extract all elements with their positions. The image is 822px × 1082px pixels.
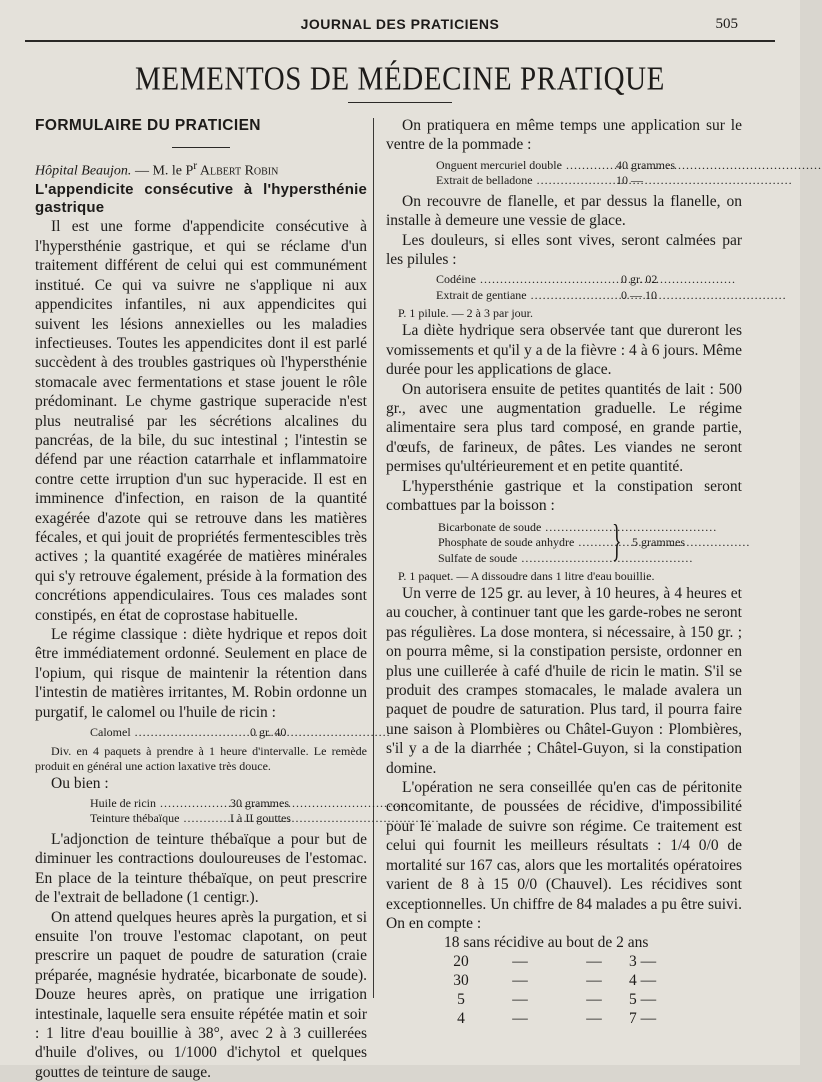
prescription-dose: 5 grammes — [632, 534, 685, 549]
prescription-item: Extrait de gentiane ..... — [436, 288, 621, 304]
article-title: L'appendicite consécutive à l'hypersthénie gastrique — [35, 181, 367, 217]
paragraph: Un verre de 125 gr. au lever, à 10 heures, à 4 heures et au coucher, à continuer tant que les garde-robes ne seront pas régulières. La dose montera, si nécessaire, à 150 gr. ; on pourra même, si la constipation persiste, ordonner en plus une cuillerée à café d'huile de ricin le matin. S'il se produit des crampes stomacales, le malade avalera un paquet de poudre de saturation. Plus tard, il pourra faire une saison à Plombières ou Châtel-Guyon : Plombières, s'il y a de la diarrhée ; Châtel-Guyon, si la constipation domine. — [386, 585, 742, 777]
prescription-item: Extrait de belladone ..... — [436, 173, 616, 189]
prescription-pilules — [386, 272, 742, 303]
journal-title: JOURNAL DES PRATICIENS — [300, 16, 500, 32]
prescription-note: Div. en 4 paquets à prendre à 1 heure d'intervalle. Le remède produit en général une action laxative très douce. — [35, 743, 367, 773]
rubric-heading: FORMULAIRE DU PRATICIEN — [35, 117, 261, 134]
prescription-dose: 0 — 10 — [621, 287, 657, 302]
prescription-dose: I à II gouttes — [230, 811, 291, 826]
recidive-row — [441, 1009, 742, 1028]
prescription-calomel — [35, 725, 367, 741]
ditto-mark: — — [586, 1010, 602, 1028]
recidive-row — [441, 952, 742, 971]
prescription-item: Phosphate de soude anhydre ..... — [438, 535, 608, 551]
brace-icon: } — [612, 515, 622, 565]
title-rule — [348, 102, 452, 103]
recidive-count: 20 — [453, 953, 469, 971]
prescription-item: Teinture thébaïque ..... — [90, 811, 230, 827]
prescription-line — [386, 288, 742, 304]
paragraph: On autorisera ensuite de petites quantités de lait : 500 gr., avec une augmentation graduelle. Le régime alimentaire sera plus tard composé, en grande partie, d'œufs, de farineux, de pâtes. Les viandes ne seront permises qu'ultérieurement et en petite quantité. — [386, 380, 742, 476]
recidive-count: 30 — [453, 972, 469, 990]
prescription-item: Huile de ricin ..... — [90, 796, 230, 812]
byline — [35, 156, 367, 181]
prescription-item: Onguent mercuriel double ..... — [436, 158, 616, 174]
prescription-item: Sulfate de soude ..... — [438, 551, 608, 567]
byline-dash: — M. le P — [131, 164, 194, 180]
prescription-line — [35, 725, 367, 741]
prescription-line — [386, 158, 742, 174]
byline-superscript: r — [193, 159, 198, 173]
paragraph: La diète hydrique sera observée tant que dureront les vomissements et qu'il y a de la fièvre : 4 à 6 jours. Même durée pour les applications de glace. — [386, 322, 742, 379]
recidive-row — [441, 990, 742, 1009]
column-divider — [373, 118, 374, 998]
recidive-count: 4 — [457, 1010, 465, 1028]
paragraph: On attend quelques heures après la purgation, et si ensuite l'on trouve l'estomac clapotant, on peut prescrire un paquet de poudre de saturation (craie préparée, magnésie hydratée, bicarbonate de soude). Douze heures après, on pratique une irrigation intestinale, laquelle sera ensuite répétée matin et soir : 1 litre d'eau bouillie à 38°, avec 2 à 3 cuillerées d'huile d'olives, ou 1/1000 d'ichytol et quelques gouttes de teinture de sauge. — [35, 908, 367, 1081]
paragraph: Il est une forme d'appendicite consécutive à l'hypersthénie gastrique, et qui se réclame d'un traitement différent de celui qui est communément institué. Ce qui va suivre ne s'applique ni aux appendicites infantiles, ni aux appendicites qui suivent les lésions annexielles ou les maladies infectieuses. Toutes les appendicites dont il est parlé succèdent à des troubles gastriques où l'hypersthénie stomacale avec fermentations et stase jouent le rôle prédominant. Le chyme gastrique superacide n'est plus neutralisé par les sécrétions alcalines du pancréas, de la bile, du suc intestinal ; l'intestin se défend par une réaction catarrhale et inflammatoire contre cette irruption d'un suc hyperacide. Il est en imminence d'infection, en raison de la quantité exagérée d'azote qui se retrouve dans les matières fécales, et qui jouit de propriétés fermentescibles très actives ; la quantité exagérée de matières minérales qui s'y retrouve également, préside à la formation des concrétions appendiculaires. Tous ces malades sont constipés, en état de coprostase habituelle. — [35, 218, 367, 624]
prescription-item: Bicarbonate de soude ..... — [438, 520, 608, 536]
section-title: MEMENTOS DE MÉDECINE PRATIQUE — [135, 60, 665, 98]
byline-hospital: Hôpital Beaujon. — [35, 164, 132, 180]
rubric-rule — [172, 147, 230, 148]
prescription-boisson — [386, 515, 742, 567]
right-column — [386, 116, 742, 1028]
ditto-mark: — — [586, 991, 602, 1009]
recidive-table-head: 18 sans récidive au bout de 2 ans — [444, 934, 649, 952]
prescription-dose: 40 grammes — [616, 157, 675, 172]
recidive-row — [441, 971, 742, 990]
paragraph: On recouvre de flanelle, et par dessus la flanelle, on installe à demeure une vessie de glace. — [386, 192, 742, 230]
prescription-line — [35, 811, 367, 827]
ditto-mark: — — [586, 953, 602, 971]
prescription-line — [35, 796, 367, 812]
paragraph: Ou bien : — [51, 774, 109, 792]
paragraph: On pratiquera en même temps une application sur le ventre de la pommade : — [386, 117, 742, 154]
paragraph: Les douleurs, si elles sont vives, seront calmées par les pilules : — [386, 231, 742, 269]
byline-author: Albert Robin — [197, 164, 279, 180]
prescription-ricin — [35, 796, 367, 827]
ditto-mark: — — [512, 972, 528, 990]
recidive-years: 3 — — [629, 953, 657, 971]
prescription-line — [386, 173, 742, 189]
prescription-note: P. 1 paquet. — A dissoudre dans 1 litre d'eau bouillie. — [398, 569, 655, 583]
left-column — [35, 116, 367, 1082]
prescription-dose: 0 gr. 02 — [621, 272, 658, 287]
prescription-dose: 10 — — [616, 173, 643, 188]
ditto-mark: — — [512, 1010, 528, 1028]
page-number: 505 — [715, 16, 738, 32]
paragraph: L'adjonction de teinture thébaïque a pour but de diminuer les contractions douloureuses de l'estomac. En place de la teinture thébaïque, on peut prescrire de l'extrait de belladone (1 centigr.). — [35, 830, 367, 907]
recidive-count: 5 — [457, 991, 465, 1009]
recidive-years: 7 — — [629, 1010, 657, 1028]
prescription-pommade — [386, 158, 742, 189]
recidive-years: 4 — — [629, 972, 657, 990]
paragraph: L'opération ne sera conseillée qu'en cas de péritonite concomitante, de poussées de récidive, d'impossibilité pour le malade de suivre son régime. Ce traitement est celui qui fournit les meilleurs résultats : 1/4 0/0 de mortalité sur 167 cas, alors que les mortalités opératoires varient de 8 à 15 0/0 (Chauvel). Les récidives sont exceptionnelles. Un chiffre de 84 malades a pu être suivi. On en compte : — [386, 779, 742, 932]
ditto-mark: — — [512, 991, 528, 1009]
paragraph: L'hypersthénie gastrique et la constipation seront combattues par la boisson : — [386, 477, 742, 515]
running-head — [0, 16, 800, 34]
paragraph: Le régime classique : diète hydrique et repos doit être immédiatement ordonné. Seulement en place de l'opium, qui risque de maintenir la rétention dans l'intestin de matières irritantes, M. Robin ordonne un purgatif, le calomel ou l'huile de ricin : — [35, 626, 367, 721]
recidive-years: 5 — — [629, 991, 657, 1009]
prescription-note: P. 1 pilule. — 2 à 3 par jour. — [398, 306, 533, 321]
ditto-mark: — — [586, 972, 602, 990]
prescription-item: Calomel ..... — [90, 725, 250, 741]
prescription-item: Codéine ..... — [436, 272, 621, 288]
prescription-line — [386, 272, 742, 288]
prescription-dose: 0 gr. 40 — [250, 725, 287, 740]
prescription-dose: 30 grammes — [230, 795, 289, 810]
recidive-table — [441, 933, 742, 1028]
header-rule — [25, 40, 775, 42]
ditto-mark: — — [512, 953, 528, 971]
